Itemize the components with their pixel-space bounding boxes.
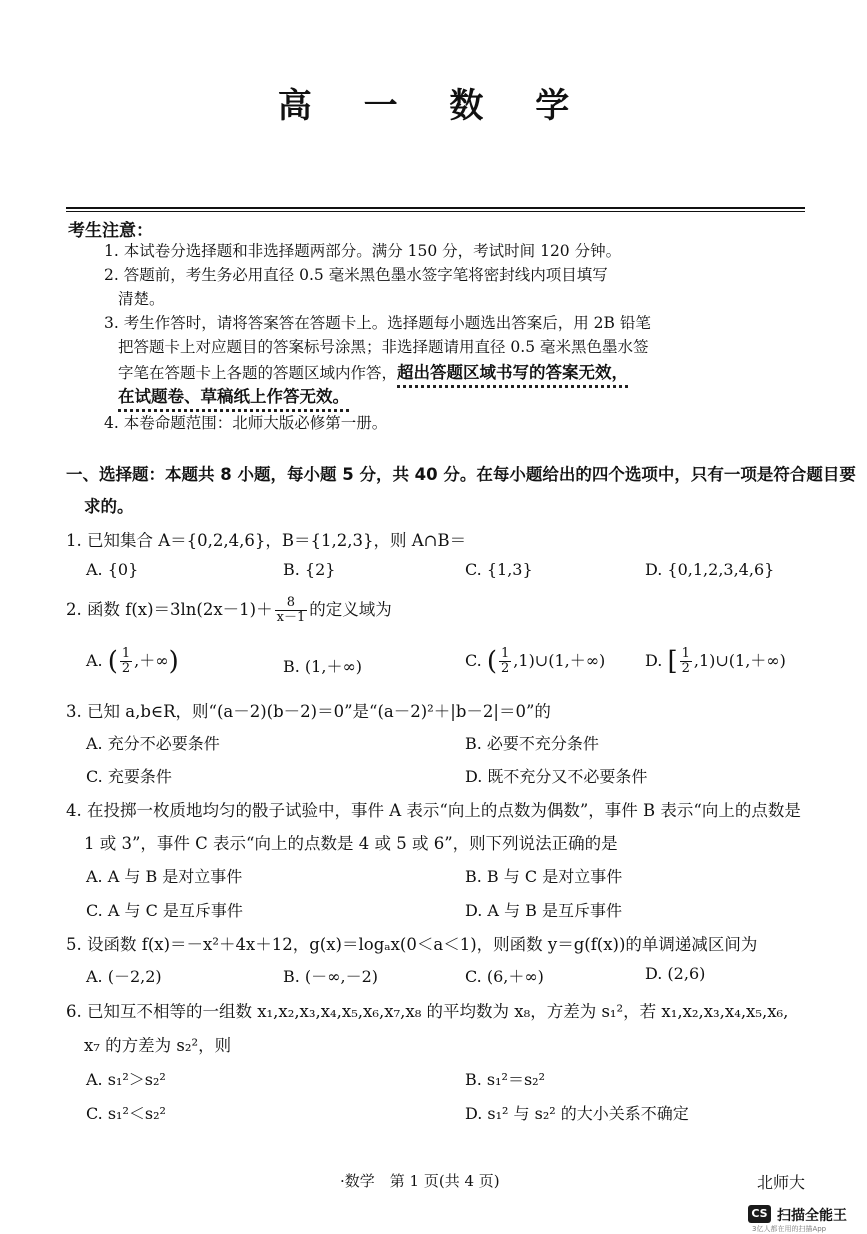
- question-2-option-a: A. ( $\frac{1}{2}$ ,＋∞): [86, 646, 179, 677]
- question-2-option-b: B. (1,＋∞): [283, 657, 363, 676]
- question-1-stem: 1. 已知集合 A＝{0,2,4,6}，B＝{1,2,3}，则 A∩B＝: [66, 531, 467, 550]
- notice-item-3-cont2: [118, 359, 628, 383]
- scanner-watermark-subtitle: 3亿人都在用的扫描App: [752, 1225, 827, 1233]
- page-footer: ·数学 第 1 页(共 4 页): [340, 1172, 500, 1190]
- question-2-option-d: D. [ $\frac{1}{2}$ ,1)∪(1,＋∞): [645, 646, 786, 677]
- question-2-stem-post: 的定义域为: [309, 600, 392, 619]
- notice-item-2: 2. 答题前，考生务必用直径 0.5 毫米黑色墨水签字笔将密封线内项目填写: [104, 266, 608, 284]
- question-3-option-a: A. 充分不必要条件: [86, 734, 220, 753]
- question-4-option-d: D. A 与 B 是互斥事件: [465, 901, 623, 920]
- option-rest: ,1)∪(1,＋∞): [513, 651, 606, 670]
- question-4-option-b: B. B 与 C 是对立事件: [465, 867, 623, 886]
- question-5-option-b: B. (－∞,－2): [283, 967, 379, 986]
- question-3-option-b: B. 必要不充分条件: [465, 734, 599, 753]
- section-heading: 一、选择题：本题共 8 小题，每小题 5 分，共 40 分。在每小题给出的四个选项中，只有一项是符合题目要: [66, 465, 856, 484]
- notice-item-1: 1. 本试卷分选择题和非选择题两部分。满分 150 分，考试时间 120 分钟。: [104, 242, 622, 260]
- question-1-option-d: D. {0,1,2,3,4,6}: [645, 560, 775, 579]
- fraction-denominator: 2: [121, 661, 131, 676]
- notice-item-3-cont1: 把答题卡上对应题目的答案标号涂黑；非选择题请用直径 0.5 毫米黑色墨水签: [118, 338, 649, 356]
- question-1-option-b: B. {2}: [283, 560, 336, 579]
- question-5-stem: 5. 设函数 f(x)＝－x²＋4x＋12，g(x)＝logₐx(0＜a＜1)，则函数 y＝g(f(x))的单调递减区间为: [66, 935, 758, 954]
- question-2-fraction: [275, 596, 308, 625]
- fraction-numerator: 1: [681, 646, 690, 661]
- fraction-denominator: 2: [681, 661, 690, 676]
- notice-emphasis-2: 在试题卷、草稿纸上作答无效。: [118, 387, 349, 412]
- question-3-stem: 3. 已知 a,b∈R，则“(a－2)(b－2)＝0”是“(a－2)²＋|b－2|＝0”的: [66, 702, 551, 721]
- question-6-option-a: A. s₁²＞s₂²: [86, 1070, 166, 1089]
- question-4-stem-cont: 1 或 3”，事件 C 表示“向上的点数是 4 或 5 或 6”，则下列说法正确的是: [84, 834, 618, 853]
- question-5-option-a: A. (－2,2): [86, 967, 162, 986]
- question-6-option-d: D. s₁² 与 s₂² 的大小关系不确定: [465, 1104, 689, 1123]
- notice-item-3: 3. 考生作答时，请将答案答在答题卡上。选择题每小题选出答案后，用 2B 铅笔: [104, 314, 651, 332]
- fraction-numerator: 1: [121, 646, 131, 661]
- header-rule-thin: [66, 211, 805, 212]
- question-6-option-b: B. s₁²＝s₂²: [465, 1070, 546, 1089]
- option-label: A.: [86, 651, 103, 670]
- page-title: 高 一 数 学: [277, 86, 590, 126]
- notice-item-2-cont: 清楚。: [118, 290, 165, 308]
- option-label: D.: [645, 651, 663, 670]
- fraction-numerator: 1: [501, 646, 510, 661]
- notice-heading: 考生注意：: [68, 221, 153, 241]
- notice-item-3-text: 字笔在答题卡上各题的答题区域内作答，: [118, 364, 398, 382]
- question-3-option-d: D. 既不充分又不必要条件: [465, 767, 648, 786]
- question-4-option-c: C. A 与 C 是互斥事件: [86, 901, 243, 920]
- notice-emphasis-1: 超出答题区域书写的答案无效，: [397, 363, 628, 388]
- question-6-option-c: C. s₁²＜s₂²: [86, 1104, 166, 1123]
- question-1-option-c: C. {1,3}: [465, 560, 533, 579]
- fraction-denominator: 2: [501, 661, 510, 676]
- question-6-stem: 6. 已知互不相等的一组数 x₁,x₂,x₃,x₄,x₅,x₆,x₇,x₈ 的平均数为 x₈，方差为 s₁²，若 x₁,x₂,x₃,x₄,x₅,x₆,: [66, 1002, 789, 1021]
- question-5-option-c: C. (6,＋∞): [465, 967, 544, 986]
- scanner-logo-icon: CS: [748, 1205, 771, 1223]
- option-rest: ,＋∞: [134, 651, 169, 670]
- option-rest: ,1)∪(1,＋∞): [693, 651, 786, 670]
- fraction-numerator: 8: [275, 596, 308, 611]
- notice-item-4: 4. 本卷命题范围：北师大版必修第一册。: [104, 414, 388, 432]
- question-2-option-c: C. ( $\frac{1}{2}$ ,1)∪(1,＋∞): [465, 646, 606, 677]
- question-6-stem-cont: x₇ 的方差为 s₂²，则: [84, 1036, 232, 1055]
- scanner-watermark-name: 扫描全能王: [777, 1208, 847, 1224]
- question-4-stem: 4. 在投掷一枚质地均匀的骰子试验中，事件 A 表示“向上的点数为偶数”，事件 B 表示“向上的点数是: [66, 801, 801, 820]
- question-3-option-c: C. 充要条件: [86, 767, 172, 786]
- fraction-denominator: x－1: [276, 610, 306, 625]
- question-1-option-a: A. {0}: [86, 560, 139, 579]
- publisher-label: 北师大: [757, 1173, 806, 1192]
- question-5-option-d: D. (2,6): [645, 964, 706, 983]
- option-label: C.: [465, 651, 482, 670]
- section-heading-cont: 求的。: [84, 497, 134, 516]
- notice-item-3-cont3: [118, 383, 349, 407]
- header-rule-thick: [66, 207, 805, 209]
- question-2-stem: [66, 596, 392, 625]
- question-4-option-a: A. A 与 B 是对立事件: [86, 867, 243, 886]
- question-2-stem-pre: 2. 函数 f(x)＝3ln(2x－1)＋: [66, 600, 273, 619]
